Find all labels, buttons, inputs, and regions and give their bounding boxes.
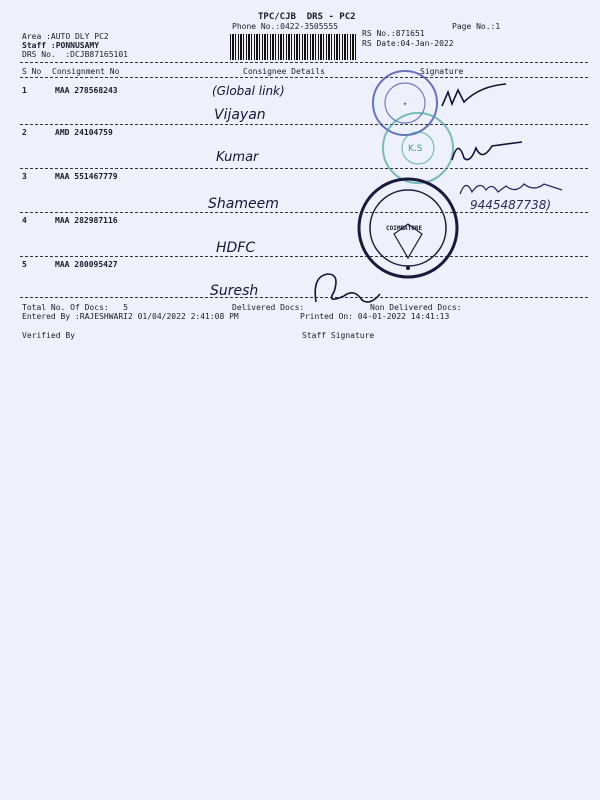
signature-row-2 [448,134,528,170]
svg-text:✦: ✦ [402,101,408,108]
stamp-initials: K.S [408,144,423,154]
total-docs: Total No. Of Docs: 5 [22,303,128,312]
delivered-docs: Delivered Docs: [232,303,305,312]
area-label: Area :AUTO DLY PC2 [22,32,109,41]
row-sno: 5 [22,260,27,269]
col-signature: Signature [420,67,464,76]
row-sno: 1 [22,86,27,95]
signature-row-1 [440,84,510,114]
rs-number: RS No.:871651 [362,29,425,38]
printed-on: Printed On: 04-01-2022 14:41:13 [300,312,450,321]
divider [20,77,588,78]
rs-date: RS Date:04-Jan-2022 [362,39,454,48]
col-consignee: Consignee Details [243,67,325,76]
col-sno: S No [22,67,42,76]
col-consignment: Consignment No [52,67,120,76]
divider [20,124,588,125]
divider [20,297,588,298]
row-sno: 3 [22,172,27,181]
row-consignment: MAA 551467779 [55,172,118,181]
row-consignee: Shameem [208,196,279,212]
row-consignment: MAA 280095427 [55,260,118,269]
row-sno: 4 [22,216,27,225]
divider [20,212,588,213]
barcode [230,34,358,60]
verified-by: Verified By [22,331,75,340]
handwritten-phone: 9445487738) [470,198,552,212]
signature-row-3 [458,176,568,200]
row-sno: 2 [22,128,27,137]
non-delivered-docs: Non Delivered Docs: [370,303,462,312]
row-consignee: (Global link) [212,84,285,98]
divider [20,62,588,63]
row-consignee: HDFC [216,240,256,256]
row-consignment: MAA 278568243 [55,86,118,95]
staff-signature: Staff Signature [302,331,375,340]
staff-label: Staff :PONNUSAMY [22,41,100,50]
sheet-title: TPC/CJB DRS - PC2 [258,12,356,22]
phone-number: Phone No.:0422-3505555 [232,22,338,31]
stamp-city: COIMBATORE [386,225,423,232]
entered-by: Entered By :RAJESHWARI2 01/04/2022 2:41:08 PM [22,312,239,321]
divider [20,256,588,257]
signature-row-5 [310,270,390,310]
row-consignee: Kumar [216,150,259,165]
row-consignee: Suresh [210,283,259,299]
drs-number: DRS No. :DCJB87165101 [22,50,128,59]
page-number: Page No.:1 [452,22,501,31]
row-consignee-name: Vijayan [214,107,266,123]
row-consignment: MAA 282987116 [55,216,118,225]
row-consignment: AMD 24104759 [55,128,113,137]
